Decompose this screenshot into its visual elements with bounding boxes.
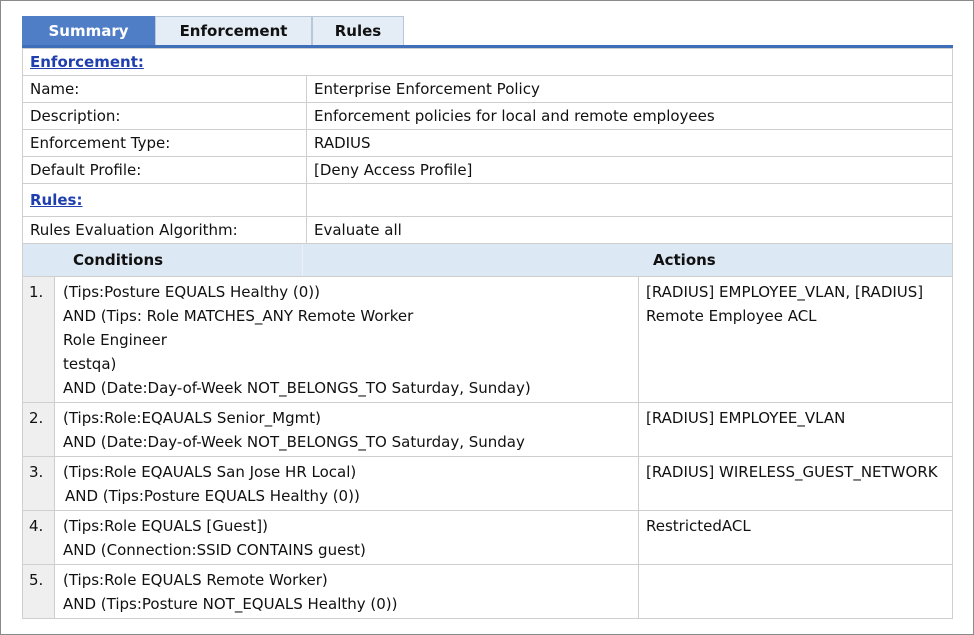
action-line: [RADIUS] EMPLOYEE_VLAN, [RADIUS]: [646, 283, 924, 301]
field-label: Rules Evaluation Algorithm:: [23, 217, 307, 244]
condition-line: Role Engineer: [63, 331, 167, 349]
conditions-header: Conditions: [23, 244, 303, 276]
rule-conditions: [55, 457, 639, 511]
rule-row[interactable]: [23, 277, 953, 403]
rule-actions: [639, 403, 953, 457]
field-value: Enterprise Enforcement Policy: [307, 76, 953, 103]
action-line: [RADIUS] WIRELESS_GUEST_NETWORK: [646, 463, 938, 481]
condition-line: AND (Date:Day-of-Week NOT_BELONGS_TO Saturday, Sunday: [63, 433, 525, 451]
field-label: Description:: [23, 103, 307, 130]
field-value: Evaluate all: [307, 217, 953, 244]
field-row-name: [23, 76, 953, 103]
summary-table: [22, 48, 953, 244]
rule-conditions: [55, 403, 639, 457]
condition-line: AND (Tips:Posture EQUALS Healthy (0)): [65, 487, 360, 505]
action-line: Remote Employee ACL: [646, 307, 817, 325]
rule-number: 5.: [23, 565, 55, 619]
condition-line: (Tips:Role:EQAUALS Senior_Mgmt): [63, 409, 321, 427]
enforcement-section-row: [23, 49, 953, 76]
condition-line: AND (Date:Day-of-Week NOT_BELONGS_TO Saturday, Sunday): [63, 379, 531, 397]
condition-line: (Tips:Role EQUALS Remote Worker): [63, 571, 328, 589]
condition-line: testqa): [63, 355, 117, 373]
field-label: Enforcement Type:: [23, 130, 307, 157]
tab-enforcement[interactable]: Enforcement: [155, 16, 312, 45]
rule-row[interactable]: [23, 457, 953, 511]
condition-line: (Tips:Role EQAUALS San Jose HR Local): [63, 463, 357, 481]
rule-actions: [639, 277, 953, 403]
rule-conditions: [55, 565, 639, 619]
rule-number: 2.: [23, 403, 55, 457]
actions-header: Actions: [653, 251, 716, 269]
rule-row[interactable]: [23, 565, 953, 619]
tab-summary[interactable]: Summary: [22, 16, 155, 45]
tab-strip: [22, 16, 404, 46]
condition-line: (Tips:Role EQUALS [Guest]): [63, 517, 268, 535]
rule-row[interactable]: [23, 511, 953, 565]
action-line: [RADIUS] EMPLOYEE_VLAN: [646, 409, 846, 427]
field-row-enforcement-type: [23, 130, 953, 157]
rules-table-header: [22, 244, 953, 276]
rule-number: 3.: [23, 457, 55, 511]
field-label: Default Profile:: [23, 157, 307, 184]
rule-number: 4.: [23, 511, 55, 565]
field-value: [Deny Access Profile]: [307, 157, 953, 184]
rules-section-row: [23, 184, 953, 217]
rule-number: 1.: [23, 277, 55, 403]
summary-panel: [22, 48, 953, 619]
field-label: Name:: [23, 76, 307, 103]
rule-row[interactable]: [23, 403, 953, 457]
rule-conditions: [55, 511, 639, 565]
rule-actions: [639, 565, 953, 619]
rule-conditions: [55, 277, 639, 403]
rule-actions: [639, 457, 953, 511]
condition-line: AND (Tips: Role MATCHES_ANY Remote Worker: [63, 307, 414, 325]
field-row-description: [23, 103, 953, 130]
field-row-default-profile: [23, 157, 953, 184]
enforcement-section-link[interactable]: Enforcement:: [30, 53, 144, 71]
field-value: RADIUS: [307, 130, 953, 157]
field-value: Enforcement policies for local and remote employees: [307, 103, 953, 130]
rule-actions: [639, 511, 953, 565]
condition-line: AND (Connection:SSID CONTAINS guest): [63, 541, 366, 559]
rules-table: [22, 276, 953, 619]
field-row-algorithm: [23, 217, 953, 244]
tab-rules[interactable]: Rules: [312, 16, 404, 45]
condition-line: (Tips:Posture EQUALS Healthy (0)): [63, 283, 321, 301]
rules-section-link[interactable]: Rules:: [30, 191, 83, 209]
condition-line: AND (Tips:Posture NOT_EQUALS Healthy (0)): [63, 595, 398, 613]
action-line: RestrictedACL: [646, 517, 751, 535]
